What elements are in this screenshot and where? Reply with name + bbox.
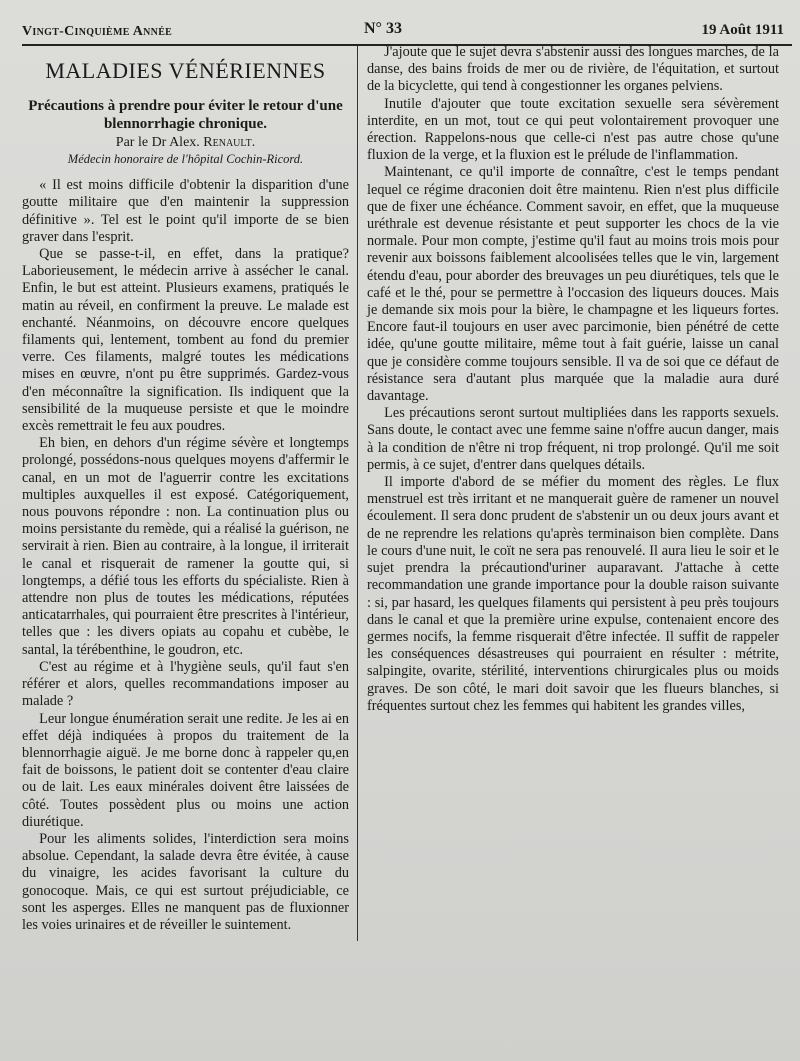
author-prefix: Par le Dr Alex.: [115, 135, 200, 151]
header-date: 19 Août 1911: [701, 22, 784, 38]
paragraph: Que se passe-t-il, en effet, dans la pratique? Laborieusement, le médecin arrive à assécher le canal. Enfin, le but est atteint. Plusieurs examens, pratiqués le matin au réveil, en confirment la preuve. Le malade est enchanté. Néanmoins, on découvre encore quelques filaments qui, lentement, tombent au fond du premier verre. Ces filaments, malgré toutes les médications mises en œuvre, n'ont pu être supprimés. Gardez-vous d'en méconnaître la signification. Ils indiquent que la sensibilité de la muqueuse persiste et que le moindre excès remettrait le feu aux poudres.: [22, 246, 349, 435]
paragraph: Il importe d'abord de se méfier du moment des règles. Le flux menstruel est très irritant et ne manquerait guère de ramener un nouvel écoulement. Il sera donc prudent de s'abstenir un ou deux jours avant et de ne reprendre les relations qu'après terminaison bien complète. Dans le cours d'une nuit, le coït ne sera pas renouvelé. Il aura lieu le soir et le sujet prendra la précautiond'uriner auparavant. J'attache à cette recommandation une grande importance pour la double raison suivante : si, par hasard, les quelques filaments qui persistent à peu près toujours dans le canal et que la première urine expulse, contenaient encore des germes nocifs, la femme risquerait d'être infectée. Il suffit de rappeler les conséquences désastreuses qui pourraient en résulter : métrite, salpingite, ovarite, stérilité, interventions chirurgicales plus ou moids graves. De son côté, le mari doit savoir que les flueurs blanches, si fréquentes surtout chez les femmes qui habitent les grandes villes,: [367, 474, 779, 714]
column-divider: [357, 46, 358, 941]
article-author: [22, 134, 349, 151]
running-header: [22, 18, 792, 44]
paragraph: Les précautions seront surtout multipliées dans les rapports sexuels. Sans doute, le contact avec une femme saine n'offre aucun danger, mais à la condition de n'être ni trop fréquent, ni trop prolongé. Qu'il me soit permis, à ce sujet, d'entrer dans quelques détails.: [367, 405, 779, 473]
paragraph: Eh bien, en dehors d'un régime sévère et longtemps prolongé, possédons-nous quelques moyens d'affermir le canal, en un mot de l'aguerrir contre les excitations multiples auxquelles il est exposé. Catégoriquement, nous pouvons répondre : non. La continuation plus ou moins persistante du remède, qui a réalisé la guérison, ne servirait à rien. Bien au contraire, à la longue, il irriterait le canal et risquerait de ramener la goutte qui, si longtemps, a défié tous les efforts du spécialiste. Rien à attendre non plus de toutes les médications, réputées anticatarrhales, qui pourraient être prescrites à l'intérieur, telles que : les divers opiats au copahu et cubèbe, le santal, la térébenthine, le goudron, etc.: [22, 435, 349, 658]
author-name: Renault.: [203, 135, 256, 151]
paragraph: Maintenant, ce qu'il importe de connaître, c'est le temps pendant lequel ce régime draconien doit être maintenu. Rien n'est plus difficile que de fixer une échéance. Comment savoir, en effet, que la muqueuse uréthrale est devenue résistante et peut supporter les chocs de la vie normale. Pour mon compte, j'estime qu'il faut au moins trois mois pour revenir aux boissons faiblement alcoolisées telles que le vin, largement étendu d'eau, pour aborder des breuvages un peu diurétiques, tels que le café et le thé, pour se permettre à l'occasion des liqueurs douces. Mais je demande six mois pour la bière, le champagne et les liqueurs fortes. Encore faut-il toujours en user avec parcimonie, bien pénétré de cette idée, qu'une goutte militaire, même tout à fait guérie, laisse un canal que je considère comme toujours sensible. Il va de soi que ce défaut de résistance sera d'autant plus marquée que la maladie aura duré davantage.: [367, 164, 779, 405]
header-issue-number: N° 33: [364, 20, 402, 37]
paragraph: J'ajoute que le sujet devra s'abstenir aussi des longues marches, de la danse, des bains froids de mer ou de rivière, de l'équitation, et surtout de la bicyclette, qui tend à congestionner les organes pelviens.: [367, 44, 779, 95]
left-column: [22, 44, 349, 934]
paragraph: Pour les aliments solides, l'interdiction sera moins absolue. Cependant, la salade devra être évitée, à cause du vinaigre, les acides favorisant la culture du gonocoque. Mais, ce qui est surtout préjudiciable, ce sont les asperges. Elles ne manquent pas de fluxionner les voies urinaires et de réveiller le suintement.: [22, 830, 349, 933]
article-section-title: MALADIES VÉNÉRIENNES: [45, 58, 326, 83]
author-affiliation: Médecin honoraire de l'hôpital Cochin-Ricord.: [67, 152, 304, 167]
paragraph: C'est au régime et à l'hygiène seuls, qu'il faut s'en référer et alors, quelles recommandations imposer au malade ?: [22, 658, 349, 710]
header-volume: Vingt-Cinquième Année: [22, 24, 173, 39]
article-subtitle: Précautions à prendre pour éviter le retour d'une blennorrhagie chronique.: [28, 98, 343, 133]
paragraph: Inutile d'ajouter que toute excitation sexuelle sera sévèrement interdite, en un mot, tout ce qui peut volontairement provoquer une érection. Rappelons-nous que celle-ci n'est pas autre chose qu'une fluxion de la verge, et la fluxion est le prélude de l'inflammation.: [367, 95, 779, 164]
paragraph: Leur longue énumération serait une redite. Je les ai en effet déjà indiquées à propos du traitement de la blennorrhagie aiguë. Je me borne donc à rappeler qu,en fait de boissons, le patient doit se contenter d'eau claire ou de lait. Les eaux minérales doivent être laissées de côté. Toutes possèdent plus ou moins une action diurétique.: [22, 710, 349, 830]
paragraph: « Il est moins difficile d'obtenir la disparition d'une goutte militaire que d'en maintenir la suppression définitive ». Tel est le point qu'il importe de se bien graver dans l'esprit.: [22, 177, 349, 245]
right-column: [367, 44, 779, 715]
